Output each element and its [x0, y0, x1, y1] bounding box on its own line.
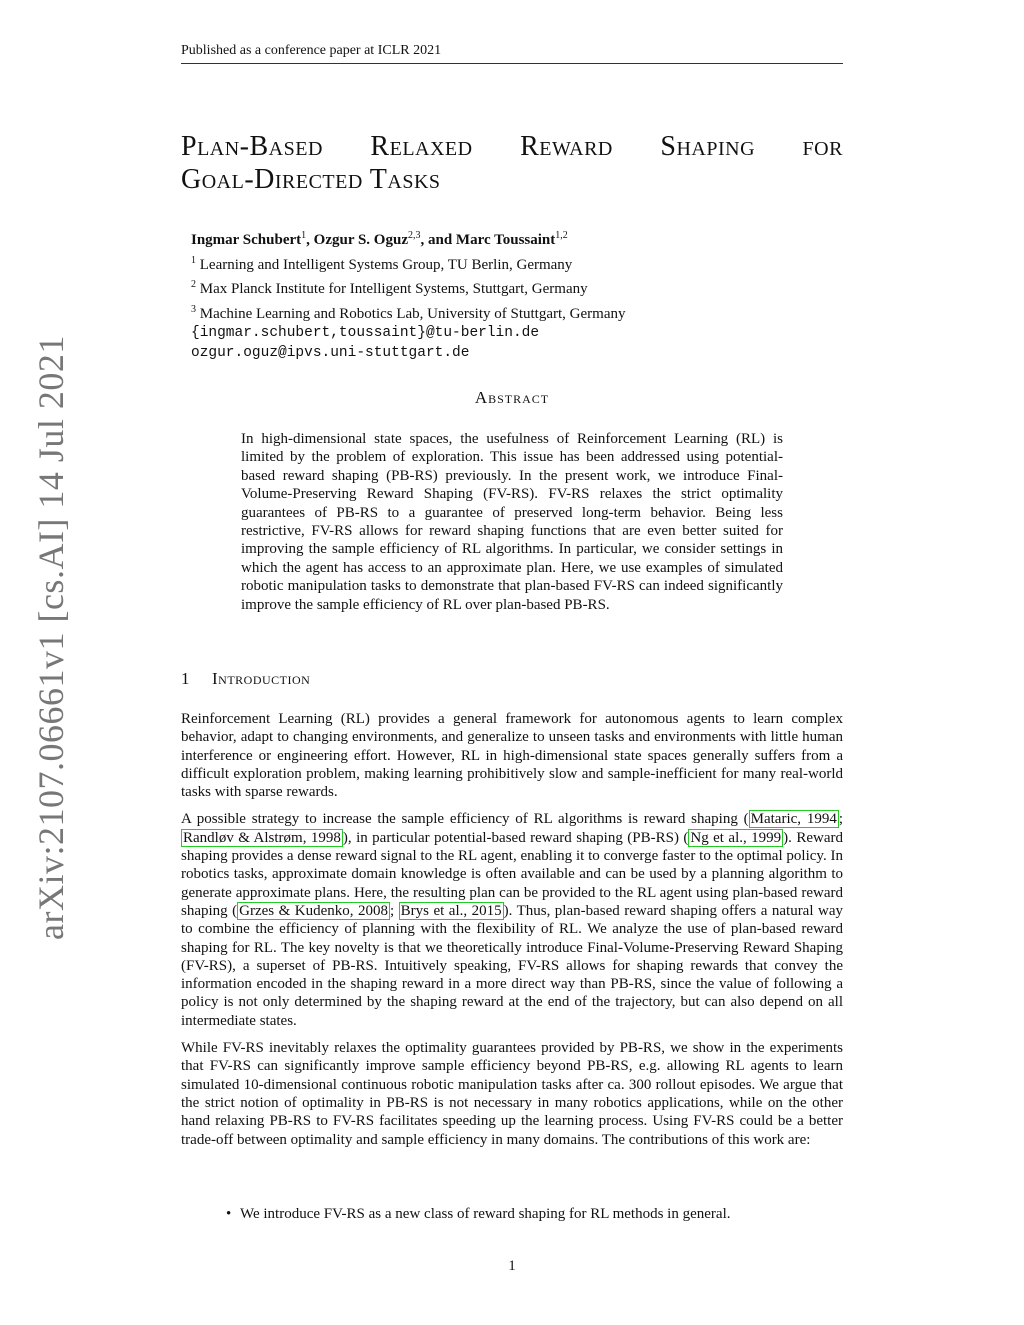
citation-link[interactable]: Ng et al., 1999	[690, 829, 782, 846]
bullet-icon: •	[226, 1206, 232, 1222]
title-word: Shaping	[660, 131, 756, 162]
author-name: Ingmar Schubert	[191, 232, 302, 248]
title-line-2: Goal-Directed Tasks	[181, 164, 441, 195]
affiliation-text: Learning and Intelligent Systems Group, TU Berlin, Germany	[199, 256, 573, 273]
citation-link[interactable]: Brys et al., 2015	[400, 902, 502, 919]
author-block	[191, 226, 831, 363]
abstract-text: In high-dimensional state spaces, the usefulness of Reinforcement Learning (RL) is limited by the problem of exploration. This issue has been addressed using potential-based reward shaping (PB-RS) previously. In the present work, we introduce Final-Volume-Preserving Reward Shaping (FV-RS). FV-RS relaxes the strict optimality guarantees of PB-RS to a guarantee of preserved long-term behavior. Being less restrictive, FV-RS allows for reward shaping functions that are even better suited for improving the sample efficiency of RL algorithms. In particular, we consider settings in which the agent has access to an approximate plan. Here, we use examples of simulated robotic manipulation tasks to demonstrate that plan-based FV-RS can indeed significantly improve the sample efficiency of RL over plan-based PB-RS.	[241, 431, 783, 613]
affiliation-sup: 3	[191, 303, 196, 315]
contribution-bullet	[226, 1206, 730, 1223]
affiliation-sup: 2	[191, 279, 196, 290]
title-word: Plan-Based	[181, 131, 323, 162]
citation-link[interactable]: Randløv & Alstrøm, 1998	[183, 829, 341, 846]
paragraph-text: ), in particular potential-based reward shaping (PB-RS) (	[342, 829, 689, 846]
affiliation-1	[191, 251, 831, 276]
affiliation-text: Machine Learning and Robotics Lab, University of Stuttgart, Germany	[199, 305, 626, 322]
paragraph-text: ;	[838, 811, 843, 828]
title-word: for	[802, 131, 843, 162]
paragraph-text: ;	[390, 902, 399, 919]
paragraph-text: ). Reward shaping provides a dense reward signal to the RL agent, enabling it to converge faster to the optimal policy. In robotics tasks, approximate domain knowledge is often available and can be used by a planning algorithm to generate approximate plans. Here, the resulting plan can be provided to the RL agent using plan-based reward shaping (	[181, 829, 843, 919]
bullet-text: We introduce FV-RS as a new class of reward shaping for RL methods in general.	[240, 1206, 731, 1222]
section-title: Introduction	[212, 669, 311, 688]
body-text	[181, 710, 843, 1158]
affiliation-sup: 1	[191, 254, 196, 266]
page-number: 1	[508, 1258, 516, 1274]
author-affiliation-sup: 2,3	[407, 230, 421, 241]
paragraph-2	[181, 810, 843, 1030]
author-names	[191, 226, 831, 251]
affiliation-text: Max Planck Institute for Intelligent Systems, Stuttgart, Germany	[199, 281, 588, 297]
author-affiliation-sup: 1	[301, 230, 307, 241]
title-word: Reward	[520, 131, 613, 162]
citation-link[interactable]: Grzes & Kudenko, 2008	[239, 902, 388, 919]
author-affiliation-sup: 1,2	[555, 230, 568, 241]
paragraph-text: ). Thus, plan-based reward shaping offers a natural way to combine the efficiency of planning with the flexibility of RL. We analyze the use of plan-based reward shaping for RL. The key novelty is that we theoretically introduce Final-Volume-Preserving Reward Shaping (FV-RS), a superset of PB-RS. Intuitively speaking, FV-RS allows for shaping rewards that convey the information encoded in the shaping reward in a more direct way than PB-RS, since the value of following a policy is not only determined by the shaping reward at the end of the trajectory, but can also depend on all intermediate states.	[181, 902, 843, 1029]
paragraph-text: A possible strategy to increase the sample efficiency of RL algorithms is reward shaping (	[181, 811, 749, 828]
abstract-heading: Abstract	[474, 388, 550, 407]
affiliation-2	[191, 275, 831, 300]
citation-link[interactable]: Mataric, 1994	[750, 811, 837, 828]
paper-title	[181, 130, 843, 196]
author-name: , and Marc Toussaint	[420, 232, 556, 248]
paragraph-1: Reinforcement Learning (RL) provides a general framework for autonomous agents to learn complex behavior, adapt to changing environments, and generalize to unseen tasks and environments with little human interference or engineering effort. However, RL in high-dimensional state spaces generally suffers from a difficult exploration problem, making learning prohibitively slow and sample-inefficient for many real-world tasks with sparse rewards.	[181, 711, 843, 801]
running-header: Published as a conference paper at ICLR 2021	[181, 43, 843, 64]
email-2: ozgur.oguz@ipvs.uni-stuttgart.de	[191, 344, 470, 361]
paragraph-3: While FV-RS inevitably relaxes the optimality guarantees provided by PB-RS, we show in the experiments that FV-RS can significantly improve sample efficiency beyond PB-RS, e.g. allowing RL agents to learn simulated 10-dimensional continuous robotic manipulation tasks after ca. 300 rollout episodes. We argue that the strict notion of optimality in PB-RS is not necessary in many robotics applications, while on the other hand relaxing PB-RS to FV-RS facilitates speeding up the learning process. Using FV-RS could be a better trade-off between optimality and sample efficiency in many domains. The contributions of this work are:	[181, 1040, 843, 1148]
email-1: {ingmar.schubert,toussaint}@tu-berlin.de	[191, 325, 540, 341]
title-line-1	[181, 130, 843, 163]
affiliation-3	[191, 300, 831, 325]
title-word: Relaxed	[370, 131, 473, 162]
section-heading	[181, 669, 310, 689]
section-number: 1	[181, 669, 190, 688]
author-name: , Ozgur S. Oguz	[306, 232, 408, 248]
arxiv-identifier[interactable]: arXiv:2107.06661v1 [cs.AI] 14 Jul 2021	[31, 335, 71, 940]
